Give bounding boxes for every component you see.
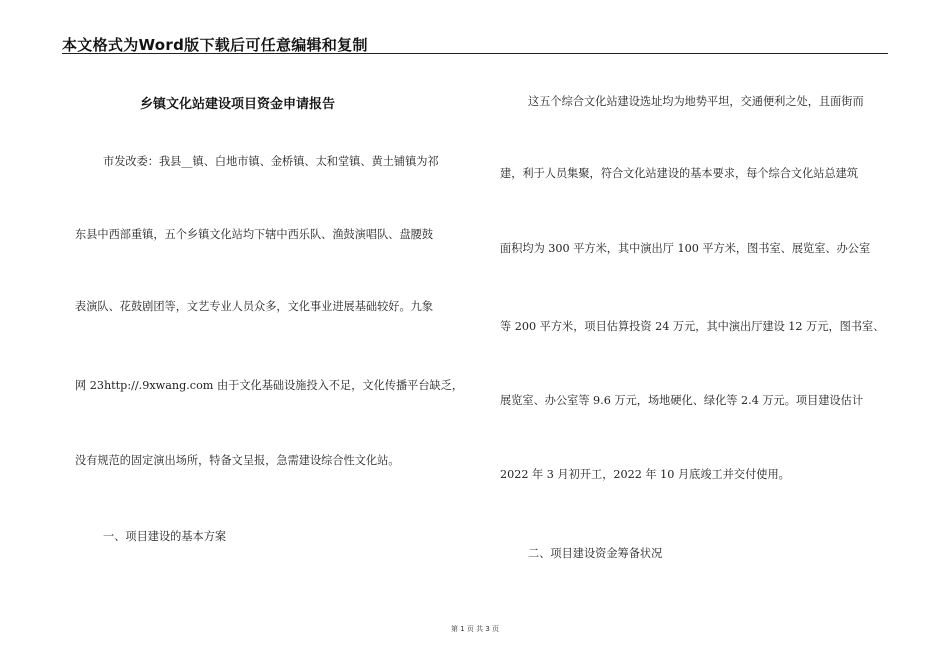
- paragraph-line: 东县中西部重镇，五个乡镇文化站均下辖中西乐队、渔鼓演唱队、盘腰鼓: [75, 228, 434, 241]
- section-heading: 二、项目建设资金筹备状况: [528, 547, 663, 560]
- section-heading: 一、项目建设的基本方案: [103, 530, 227, 543]
- document-title: 乡镇文化站建设项目资金申请报告: [139, 97, 335, 112]
- paragraph-line: 展览室、办公室等 9.6 万元，场地硬化、绿化等 2.4 万元。项目建设估计: [500, 394, 864, 407]
- paragraph-line: 面积均为 300 平方米，其中演出厅 100 平方米，图书室、展览室、办公室: [500, 242, 871, 255]
- paragraph-line: 网 23http://.9xwang.com 由于文化基础设施投入不足，文化传播平台缺乏，: [75, 379, 464, 392]
- paragraph-line: 这五个综合文化站建设选址均为地势平坦，交通便利之处，且面街而: [528, 95, 864, 108]
- paragraph-line: 等 200 平方米，项目估算投资 24 万元，其中演出厅建设 12 万元，图书室、: [500, 320, 885, 333]
- header-divider: [62, 53, 888, 54]
- paragraph-line: 2022 年 3 月初开工，2022 年 10 月底竣工并交付使用。: [500, 468, 790, 481]
- page-number: 第 1 页 共 3 页: [450, 625, 500, 633]
- paragraph-line: 表演队、花鼓剧团等，文艺专业人员众多，文化事业进展基础较好。九象: [75, 300, 434, 313]
- paragraph-line: 没有规范的固定演出场所，特备文呈报，急需建设综合性文化站。: [75, 454, 400, 467]
- document-header-title: 本文格式为Word版下载后可任意编辑和复制: [62, 36, 368, 54]
- paragraph-line: 市发改委：我县__镇、白地市镇、金桥镇、太和堂镇、黄土铺镇为祁: [103, 155, 439, 168]
- paragraph-line: 建，利于人员集聚，符合文化站建设的基本要求，每个综合文化站总建筑: [500, 167, 859, 180]
